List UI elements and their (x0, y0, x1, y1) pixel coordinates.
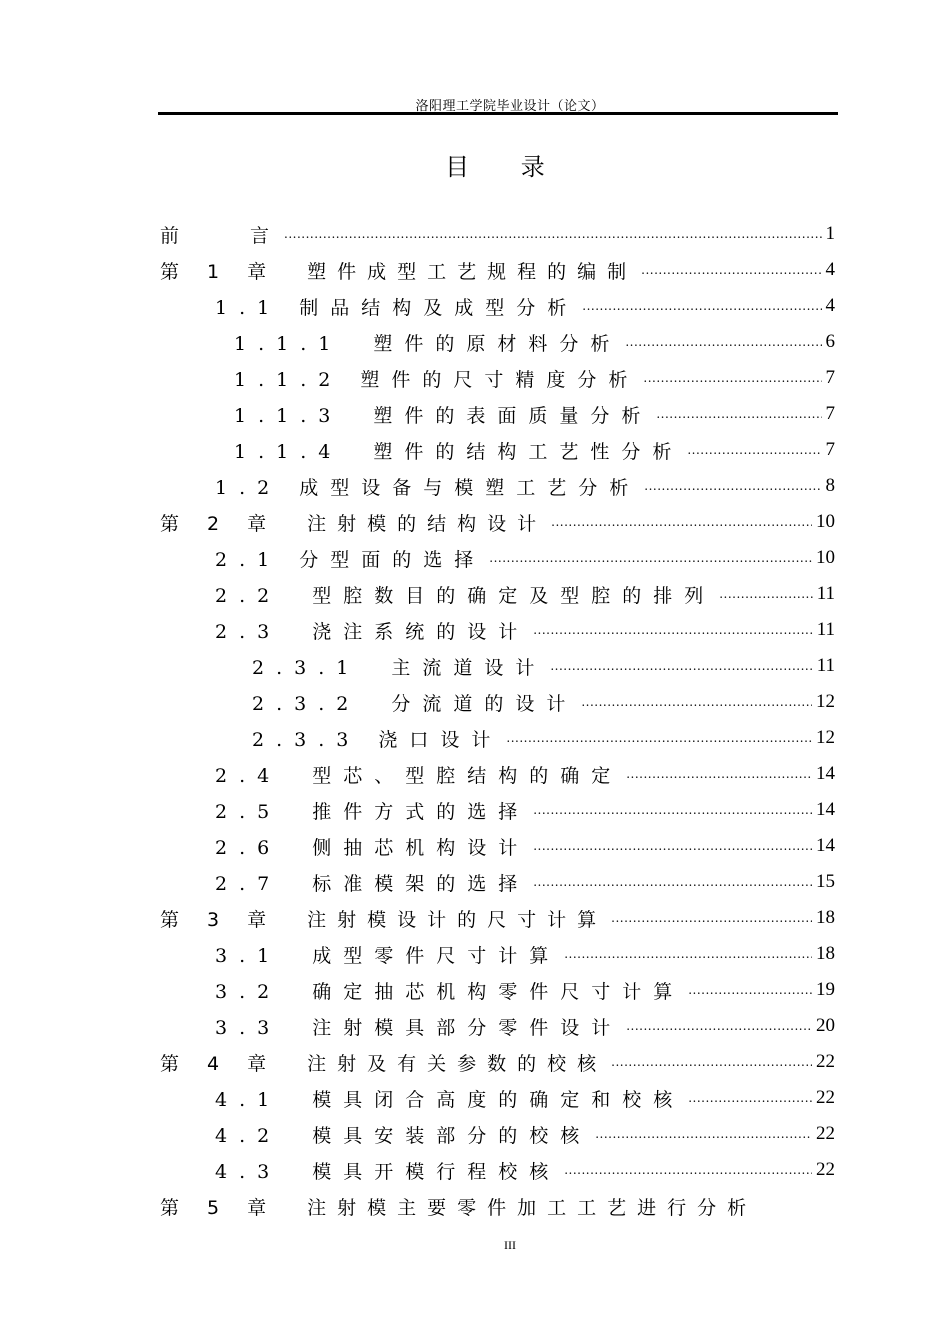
toc-page-number: 7 (825, 403, 835, 424)
toc-page-number: 12 (816, 691, 835, 712)
toc-entry-label: 4.1 模具闭合高度的确定和校核 (215, 1088, 685, 1111)
toc-section-entry[interactable] (252, 648, 835, 684)
toc-section-entry[interactable] (215, 1152, 835, 1188)
toc-entry-label: 3.3 注射模具部分零件设计 (215, 1016, 623, 1039)
toc-leader-dots (551, 511, 812, 533)
toc-leader-dots (688, 979, 812, 1001)
toc-page-number: 4 (825, 295, 835, 316)
toc-leader-dots (533, 799, 812, 821)
toc-section-entry[interactable] (252, 720, 835, 756)
toc-section-entry[interactable] (215, 1008, 835, 1044)
toc-entry-label: 3.2 确定抽芯机构零件尺寸计算 (215, 980, 685, 1003)
toc-leader-dots (489, 547, 812, 569)
toc-section-entry[interactable] (252, 684, 835, 720)
toc-leader-dots (582, 295, 821, 317)
toc-section-entry[interactable] (215, 756, 835, 792)
toc-entry-label: 2.4 型芯、型腔结构的确定 (215, 764, 623, 787)
toc-page-number: 14 (816, 799, 835, 820)
toc-chapter-entry[interactable] (160, 216, 835, 252)
toc-leader-dots (625, 331, 821, 353)
toc-section-entry[interactable] (215, 936, 835, 972)
toc-entry-label: 2.1 分型面的选择 (215, 548, 486, 571)
toc-page-number: 11 (816, 619, 835, 640)
toc-section-entry[interactable] (215, 540, 835, 576)
toc-entry-label: 1.1.2 塑件的尺寸精度分析 (234, 368, 640, 391)
toc-page-number: 7 (825, 439, 835, 460)
toc-page-number: 22 (816, 1159, 835, 1180)
toc-entry-label: 1.1.1 塑件的原材料分析 (234, 332, 622, 355)
toc-section-entry[interactable] (215, 612, 835, 648)
toc-section-entry[interactable] (215, 792, 835, 828)
toc-leader-dots (564, 1159, 812, 1181)
page-number: III (504, 1238, 516, 1252)
toc-page-number: 12 (816, 727, 835, 748)
toc-page-number: 18 (816, 943, 835, 964)
toc-page-number: 6 (825, 331, 835, 352)
page-title: 目 录 (445, 153, 545, 181)
toc-leader-dots (611, 907, 812, 929)
header-rule (158, 112, 838, 115)
toc-page-number: 10 (816, 511, 835, 532)
toc-leader-dots (688, 1087, 812, 1109)
toc-page-number: 20 (816, 1015, 835, 1036)
toc-leader-dots (564, 943, 812, 965)
toc-entry-label: 第 2 章 注射模的结构设计 (160, 512, 548, 535)
toc-entry-label: 2.7 标准模架的选择 (215, 872, 530, 895)
toc-entry-label: 第 5 章 注射模主要零件加工工艺进行分析 (160, 1196, 758, 1219)
toc-section-entry[interactable] (215, 288, 835, 324)
toc-leader-dots (533, 619, 812, 641)
toc-section-entry[interactable] (234, 396, 835, 432)
toc-entry-label: 第 3 章 注射模设计的尺寸计算 (160, 908, 608, 931)
toc-page-number: 22 (816, 1123, 835, 1144)
toc-leader-dots (626, 763, 812, 785)
toc-page-number: 19 (816, 979, 835, 1000)
toc-leader-dots (284, 223, 821, 245)
toc-entry-label: 2.2 型腔数目的确定及型腔的排列 (215, 584, 716, 607)
toc-leader-dots (533, 871, 812, 893)
toc-page-number: 14 (816, 763, 835, 784)
toc-section-entry[interactable] (215, 468, 835, 504)
toc-leader-dots (644, 475, 821, 497)
toc-section-entry[interactable] (215, 972, 835, 1008)
toc-entry-label: 2.5 推件方式的选择 (215, 800, 530, 823)
toc-section-entry[interactable] (215, 1080, 835, 1116)
toc-entry-label: 1.1.4 塑件的结构工艺性分析 (234, 440, 684, 463)
toc-chapter-entry[interactable] (160, 1188, 835, 1224)
toc-leader-dots (641, 259, 821, 281)
toc-section-entry[interactable] (215, 828, 835, 864)
toc-entry-label: 2.3 浇注系统的设计 (215, 620, 530, 643)
toc-chapter-entry[interactable] (160, 252, 835, 288)
toc-leader-dots (550, 655, 812, 677)
toc-entry-label: 1.1 制品结构及成型分析 (215, 296, 579, 319)
toc-section-entry[interactable] (215, 576, 835, 612)
toc-page-number: 11 (816, 655, 835, 676)
toc-entry-label: 2.3.2 分流道的设计 (252, 692, 578, 715)
toc-section-entry[interactable] (215, 864, 835, 900)
toc-leader-dots (506, 727, 812, 749)
toc-leader-dots (643, 367, 821, 389)
toc-entry-label: 3.1 成型零件尺寸计算 (215, 944, 561, 967)
toc-page-number: 1 (825, 223, 835, 244)
running-header: 洛阳理工学院毕业设计（论文） (415, 99, 605, 114)
toc-chapter-entry[interactable] (160, 900, 835, 936)
toc-leader-dots (611, 1051, 812, 1073)
toc-entry-label: 2.3.3 浇口设计 (252, 728, 503, 751)
toc-entry-label: 2.6 侧抽芯机构设计 (215, 836, 530, 859)
toc-page-number: 22 (816, 1051, 835, 1072)
toc-leader-dots (687, 439, 821, 461)
toc-leader-dots (581, 691, 812, 713)
toc-section-entry[interactable] (234, 360, 835, 396)
toc-leader-dots (626, 1015, 812, 1037)
toc-page-number: 15 (816, 871, 835, 892)
toc-page-number: 18 (816, 907, 835, 928)
toc-entry-label: 第 1 章 塑件成型工艺规程的编制 (160, 260, 638, 283)
toc-section-entry[interactable] (234, 324, 835, 360)
toc-leader-dots (595, 1123, 812, 1145)
toc-page-number: 4 (825, 259, 835, 280)
toc-page-number: 10 (816, 547, 835, 568)
toc-entry-label: 前 言 (160, 224, 281, 247)
toc-entry-label: 1.1.3 塑件的表面质量分析 (234, 404, 653, 427)
toc-page-number: 7 (825, 367, 835, 388)
toc-page-number: 8 (825, 475, 835, 496)
toc-page-number: 11 (816, 583, 835, 604)
toc-leader-dots (656, 403, 821, 425)
toc-entry-label: 4.2 模具安装部分的校核 (215, 1124, 592, 1147)
toc-page-number: 14 (816, 835, 835, 856)
toc-section-entry[interactable] (234, 432, 835, 468)
toc-page-number: 22 (816, 1087, 835, 1108)
toc-entry-label: 第 4 章 注射及有关参数的校核 (160, 1052, 608, 1075)
toc-chapter-entry[interactable] (160, 1044, 835, 1080)
toc-entry-label: 4.3 模具开模行程校核 (215, 1160, 561, 1183)
toc-leader-dots (533, 835, 812, 857)
toc-leader-dots (719, 583, 812, 605)
toc-entry-label: 2.3.1 主流道设计 (252, 656, 547, 679)
toc-chapter-entry[interactable] (160, 504, 835, 540)
toc-entry-label: 1.2 成型设备与模塑工艺分析 (215, 476, 641, 499)
toc-section-entry[interactable] (215, 1116, 835, 1152)
